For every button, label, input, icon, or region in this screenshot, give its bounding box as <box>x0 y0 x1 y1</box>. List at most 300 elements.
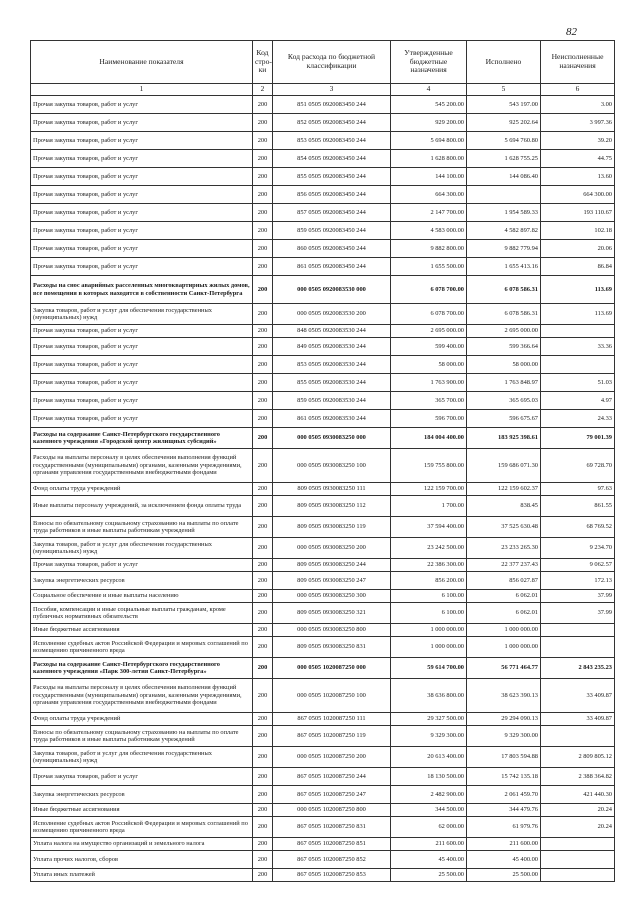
row-approved: 22 386 300.00 <box>391 559 467 572</box>
row-unexecuted <box>541 637 615 658</box>
table-row <box>31 590 615 603</box>
row-unexecuted <box>541 624 615 637</box>
table-row <box>31 517 615 538</box>
page-number: 82 <box>566 26 577 38</box>
row-name: Взносы по обязательному социальному страхованию на выплаты по оплате труда работников и иные выплаты работникам учреждений <box>31 726 253 747</box>
row-line-code: 200 <box>253 679 273 713</box>
table-row <box>31 817 615 838</box>
row-executed: 6 078 586.31 <box>467 304 541 325</box>
row-executed: 1 763 848.97 <box>467 374 541 392</box>
row-unexecuted: 20.24 <box>541 817 615 838</box>
row-unexecuted: 69 728.70 <box>541 449 615 483</box>
row-expense-code: 861 0505 0920083530 244 <box>273 410 391 428</box>
row-expense-code: 000 0505 1020087250 100 <box>273 679 391 713</box>
row-unexecuted: 9 062.57 <box>541 559 615 572</box>
row-executed: 365 695.03 <box>467 392 541 410</box>
row-executed: 25 500.00 <box>467 869 541 882</box>
row-executed: 38 623 390.13 <box>467 679 541 713</box>
row-expense-code: 856 0505 0920083450 244 <box>273 186 391 204</box>
row-approved: 9 329 300.00 <box>391 726 467 747</box>
table-row <box>31 559 615 572</box>
row-expense-code: 809 0505 0930083250 111 <box>273 483 391 496</box>
row-expense-code: 867 0505 1020087250 247 <box>273 786 391 804</box>
header-line-code: Код стро-ки <box>253 41 273 84</box>
row-executed: 6 078 586.31 <box>467 276 541 304</box>
row-line-code: 200 <box>253 838 273 851</box>
row-unexecuted: 37.99 <box>541 603 615 624</box>
row-name: Прочая закупка товаров, работ и услуг <box>31 114 253 132</box>
row-expense-code: 809 0505 0930083250 321 <box>273 603 391 624</box>
table-row <box>31 496 615 517</box>
row-executed: 5 694 760.80 <box>467 132 541 150</box>
row-executed: 61 979.76 <box>467 817 541 838</box>
row-approved: 1 628 800.00 <box>391 150 467 168</box>
row-expense-code: 852 0505 0920083450 244 <box>273 114 391 132</box>
row-name: Прочая закупка товаров, работ и услуг <box>31 204 253 222</box>
row-line-code: 200 <box>253 747 273 768</box>
row-unexecuted: 97.63 <box>541 483 615 496</box>
row-name: Прочая закупка товаров, работ и услуг <box>31 374 253 392</box>
header-unexecuted: Неисполненные назначения <box>541 41 615 84</box>
row-approved: 25 500.00 <box>391 869 467 882</box>
row-name: Фонд оплаты труда учреждений <box>31 713 253 726</box>
row-expense-code: 861 0505 0920083450 244 <box>273 258 391 276</box>
row-expense-code: 855 0505 0920083450 244 <box>273 168 391 186</box>
row-executed: 344 479.76 <box>467 804 541 817</box>
row-expense-code: 851 0505 0920083450 244 <box>273 96 391 114</box>
table-row <box>31 658 615 679</box>
table-row <box>31 325 615 338</box>
row-line-code: 200 <box>253 428 273 449</box>
row-executed: 9 882 779.94 <box>467 240 541 258</box>
row-line-code: 200 <box>253 726 273 747</box>
row-expense-code: 000 0505 0920083530 200 <box>273 304 391 325</box>
row-unexecuted: 37.99 <box>541 590 615 603</box>
table-row <box>31 374 615 392</box>
row-line-code: 200 <box>253 150 273 168</box>
row-name: Прочая закупка товаров, работ и услуг <box>31 186 253 204</box>
row-unexecuted <box>541 838 615 851</box>
row-name: Взносы по обязательному социальному страхованию на выплаты по оплате труда работников и иные выплаты работникам учреждений <box>31 517 253 538</box>
row-unexecuted: 51.03 <box>541 374 615 392</box>
row-expense-code: 000 0505 0930083250 000 <box>273 428 391 449</box>
row-approved: 29 327 500.00 <box>391 713 467 726</box>
column-number: 6 <box>541 84 615 96</box>
row-unexecuted: 193 110.67 <box>541 204 615 222</box>
row-name: Расходы на содержание Санкт-Петербургского государственного казенного учреждения «Парк 300-летия Санкт-Петербурга» <box>31 658 253 679</box>
row-unexecuted: 3.00 <box>541 96 615 114</box>
row-approved: 599 400.00 <box>391 338 467 356</box>
table-row <box>31 572 615 590</box>
table-row <box>31 624 615 637</box>
row-unexecuted: 2 843 235.23 <box>541 658 615 679</box>
table-row <box>31 304 615 325</box>
header-row <box>31 41 615 84</box>
row-name: Прочая закупка товаров, работ и услуг <box>31 410 253 428</box>
row-line-code: 200 <box>253 449 273 483</box>
row-expense-code: 855 0505 0920083530 244 <box>273 374 391 392</box>
row-line-code: 200 <box>253 538 273 559</box>
row-line-code: 200 <box>253 517 273 538</box>
row-expense-code: 857 0505 0920083450 244 <box>273 204 391 222</box>
table-row <box>31 679 615 713</box>
table-body <box>31 96 615 882</box>
row-name: Закупка товаров, работ и услуг для обеспечения государственных (муниципальных) нужд <box>31 304 253 325</box>
row-unexecuted: 172.13 <box>541 572 615 590</box>
table-row <box>31 392 615 410</box>
row-unexecuted <box>541 851 615 869</box>
row-unexecuted: 113.69 <box>541 304 615 325</box>
table-row <box>31 851 615 869</box>
row-approved: 344 500.00 <box>391 804 467 817</box>
row-approved: 59 614 700.00 <box>391 658 467 679</box>
row-unexecuted: 33 409.87 <box>541 679 615 713</box>
row-line-code: 200 <box>253 374 273 392</box>
row-approved: 18 130 500.00 <box>391 768 467 786</box>
row-expense-code: 867 0505 1020087250 119 <box>273 726 391 747</box>
row-line-code: 200 <box>253 768 273 786</box>
table-row <box>31 410 615 428</box>
row-unexecuted: 113.69 <box>541 276 615 304</box>
column-number: 2 <box>253 84 273 96</box>
table-row <box>31 603 615 624</box>
row-unexecuted <box>541 726 615 747</box>
table-row <box>31 838 615 851</box>
table-row <box>31 449 615 483</box>
row-unexecuted: 68 769.52 <box>541 517 615 538</box>
row-line-code: 200 <box>253 713 273 726</box>
table-row <box>31 186 615 204</box>
row-line-code: 200 <box>253 325 273 338</box>
row-unexecuted: 2 388 364.82 <box>541 768 615 786</box>
row-unexecuted: 20.06 <box>541 240 615 258</box>
row-name: Прочая закупка товаров, работ и услуг <box>31 258 253 276</box>
row-expense-code: 867 0505 1020087250 853 <box>273 869 391 882</box>
row-expense-code: 867 0505 1020087250 244 <box>273 768 391 786</box>
row-name: Уплата прочих налогов, сборов <box>31 851 253 869</box>
column-number-row <box>31 84 615 96</box>
row-line-code: 200 <box>253 132 273 150</box>
table-row <box>31 869 615 882</box>
row-name: Иные выплаты персоналу учреждений, за исключением фонда оплаты труда <box>31 496 253 517</box>
row-name: Прочая закупка товаров, работ и услуг <box>31 168 253 186</box>
row-expense-code: 867 0505 1020087250 831 <box>273 817 391 838</box>
row-executed: 6 062.01 <box>467 603 541 624</box>
row-executed: 23 233 265.30 <box>467 538 541 559</box>
row-executed: 29 294 090.13 <box>467 713 541 726</box>
row-unexecuted <box>541 356 615 374</box>
row-name: Расходы на выплаты персоналу в целях обеспечения выполнения функций государственными (муниципальными) органами, казенными учреждениями, органами управления государственными внебюджетными фондами <box>31 449 253 483</box>
table-row <box>31 538 615 559</box>
row-unexecuted: 13.60 <box>541 168 615 186</box>
budget-execution-table <box>30 40 615 882</box>
row-line-code: 200 <box>253 559 273 572</box>
row-approved: 2 482 900.00 <box>391 786 467 804</box>
row-line-code: 200 <box>253 392 273 410</box>
row-line-code: 200 <box>253 222 273 240</box>
row-executed: 9 329 300.00 <box>467 726 541 747</box>
table-row <box>31 240 615 258</box>
row-approved: 1 000 000.00 <box>391 637 467 658</box>
row-unexecuted: 3 997.36 <box>541 114 615 132</box>
table-row <box>31 114 615 132</box>
row-executed <box>467 186 541 204</box>
row-approved: 58 000.00 <box>391 356 467 374</box>
row-expense-code: 000 0505 0930083250 200 <box>273 538 391 559</box>
column-number: 1 <box>31 84 253 96</box>
row-approved: 62 000.00 <box>391 817 467 838</box>
table-row <box>31 713 615 726</box>
row-approved: 2 147 700.00 <box>391 204 467 222</box>
row-approved: 4 583 000.00 <box>391 222 467 240</box>
row-unexecuted: 33.36 <box>541 338 615 356</box>
row-executed: 1 000 000.00 <box>467 624 541 637</box>
row-approved: 211 600.00 <box>391 838 467 851</box>
row-expense-code: 867 0505 1020087250 851 <box>273 838 391 851</box>
row-line-code: 200 <box>253 168 273 186</box>
row-approved: 856 200.00 <box>391 572 467 590</box>
table-row <box>31 356 615 374</box>
row-expense-code: 000 0505 1020087250 200 <box>273 747 391 768</box>
row-approved: 6 078 700.00 <box>391 304 467 325</box>
row-name: Расходы на содержание Санкт-Петербургского государственного казенного учреждения «Городской центр жилищных субсидий» <box>31 428 253 449</box>
row-executed: 45 400.00 <box>467 851 541 869</box>
row-executed: 144 086.40 <box>467 168 541 186</box>
row-line-code: 200 <box>253 258 273 276</box>
row-approved: 38 636 800.00 <box>391 679 467 713</box>
row-name: Иные бюджетные ассигнования <box>31 624 253 637</box>
row-unexecuted: 2 809 805.12 <box>541 747 615 768</box>
row-expense-code: 853 0505 0920083450 244 <box>273 132 391 150</box>
header-expense-code: Код расхода по бюджетной классификации <box>273 41 391 84</box>
row-line-code: 200 <box>253 869 273 882</box>
row-executed: 1 628 755.25 <box>467 150 541 168</box>
row-expense-code: 000 0505 1020087250 800 <box>273 804 391 817</box>
row-approved: 664 300.00 <box>391 186 467 204</box>
row-unexecuted: 421 440.30 <box>541 786 615 804</box>
column-number: 3 <box>273 84 391 96</box>
row-executed: 838.45 <box>467 496 541 517</box>
row-executed: 159 686 071.30 <box>467 449 541 483</box>
row-line-code: 200 <box>253 96 273 114</box>
row-line-code: 200 <box>253 786 273 804</box>
row-line-code: 200 <box>253 590 273 603</box>
row-unexecuted: 861.55 <box>541 496 615 517</box>
table-row <box>31 637 615 658</box>
row-name: Прочая закупка товаров, работ и услуг <box>31 559 253 572</box>
row-line-code: 200 <box>253 603 273 624</box>
header-executed: Исполнено <box>467 41 541 84</box>
row-line-code: 200 <box>253 804 273 817</box>
table-row <box>31 96 615 114</box>
row-line-code: 200 <box>253 276 273 304</box>
table-row <box>31 786 615 804</box>
row-approved: 1 763 900.00 <box>391 374 467 392</box>
table-row <box>31 276 615 304</box>
row-name: Закупка энергетических ресурсов <box>31 572 253 590</box>
row-approved: 45 400.00 <box>391 851 467 869</box>
row-approved: 6 100.00 <box>391 603 467 624</box>
row-executed: 856 027.87 <box>467 572 541 590</box>
row-expense-code: 000 0505 0930083250 100 <box>273 449 391 483</box>
row-unexecuted: 9 234.70 <box>541 538 615 559</box>
row-name: Прочая закупка товаров, работ и услуг <box>31 338 253 356</box>
row-expense-code: 867 0505 1020087250 111 <box>273 713 391 726</box>
row-expense-code: 859 0505 0920083530 244 <box>273 392 391 410</box>
row-approved: 159 755 800.00 <box>391 449 467 483</box>
row-approved: 37 594 400.00 <box>391 517 467 538</box>
table-row <box>31 258 615 276</box>
row-expense-code: 000 0505 0930083250 800 <box>273 624 391 637</box>
row-expense-code: 000 0505 0920083530 000 <box>273 276 391 304</box>
row-approved: 20 613 400.00 <box>391 747 467 768</box>
row-line-code: 200 <box>253 572 273 590</box>
table-row <box>31 150 615 168</box>
column-number: 4 <box>391 84 467 96</box>
header-name: Наименование показателя <box>31 41 253 84</box>
row-unexecuted: 102.18 <box>541 222 615 240</box>
row-name: Прочая закупка товаров, работ и услуг <box>31 325 253 338</box>
table-row <box>31 168 615 186</box>
row-name: Прочая закупка товаров, работ и услуг <box>31 392 253 410</box>
column-number: 5 <box>467 84 541 96</box>
row-approved: 1 700.00 <box>391 496 467 517</box>
row-executed: 122 159 602.37 <box>467 483 541 496</box>
row-name: Исполнение судебных актов Российской Федерации и мировых соглашений по возмещению причиненного вреда <box>31 637 253 658</box>
row-name: Прочая закупка товаров, работ и услуг <box>31 132 253 150</box>
row-line-code: 200 <box>253 624 273 637</box>
row-executed: 1 000 000.00 <box>467 637 541 658</box>
row-expense-code: 848 0505 0920083530 244 <box>273 325 391 338</box>
row-approved: 365 700.00 <box>391 392 467 410</box>
row-line-code: 200 <box>253 851 273 869</box>
row-executed: 4 582 897.82 <box>467 222 541 240</box>
table-row <box>31 726 615 747</box>
header-approved: Утвержденные бюджетные назначения <box>391 41 467 84</box>
table-row <box>31 338 615 356</box>
table-row <box>31 132 615 150</box>
row-executed: 17 803 594.88 <box>467 747 541 768</box>
row-expense-code: 809 0505 0930083250 244 <box>273 559 391 572</box>
row-name: Прочая закупка товаров, работ и услуг <box>31 768 253 786</box>
row-executed: 56 771 464.77 <box>467 658 541 679</box>
row-executed: 1 655 413.16 <box>467 258 541 276</box>
row-unexecuted <box>541 325 615 338</box>
row-name: Фонд оплаты труда учреждений <box>31 483 253 496</box>
row-name: Прочая закупка товаров, работ и услуг <box>31 240 253 258</box>
row-executed: 1 954 589.33 <box>467 204 541 222</box>
row-executed: 211 600.00 <box>467 838 541 851</box>
row-name: Прочая закупка товаров, работ и услуг <box>31 150 253 168</box>
row-executed: 599 366.64 <box>467 338 541 356</box>
row-approved: 144 100.00 <box>391 168 467 186</box>
row-expense-code: 860 0505 0920083450 244 <box>273 240 391 258</box>
row-approved: 184 004 400.00 <box>391 428 467 449</box>
row-line-code: 200 <box>253 204 273 222</box>
table-row <box>31 483 615 496</box>
row-expense-code: 859 0505 0920083450 244 <box>273 222 391 240</box>
row-name: Социальное обеспечение и иные выплаты населению <box>31 590 253 603</box>
row-executed: 22 377 237.43 <box>467 559 541 572</box>
row-unexecuted: 33 409.87 <box>541 713 615 726</box>
row-name: Закупка энергетических ресурсов <box>31 786 253 804</box>
row-executed: 925 202.64 <box>467 114 541 132</box>
row-expense-code: 000 0505 0930083250 300 <box>273 590 391 603</box>
row-unexecuted: 79 001.39 <box>541 428 615 449</box>
table-row <box>31 204 615 222</box>
row-name: Уплата налога на имущество организаций и земельного налога <box>31 838 253 851</box>
row-unexecuted <box>541 869 615 882</box>
row-unexecuted: 24.33 <box>541 410 615 428</box>
row-expense-code: 849 0505 0920083530 244 <box>273 338 391 356</box>
row-line-code: 200 <box>253 817 273 838</box>
row-line-code: 200 <box>253 114 273 132</box>
row-line-code: 200 <box>253 410 273 428</box>
row-unexecuted: 20.24 <box>541 804 615 817</box>
row-name: Пособия, компенсации и иные социальные выплаты гражданам, кроме публичных нормативных обязательств <box>31 603 253 624</box>
row-approved: 9 882 800.00 <box>391 240 467 258</box>
row-executed: 2 695 000.00 <box>467 325 541 338</box>
row-line-code: 200 <box>253 356 273 374</box>
row-executed: 15 742 135.18 <box>467 768 541 786</box>
row-name: Закупка товаров, работ и услуг для обеспечения государственных (муниципальных) нужд <box>31 747 253 768</box>
row-unexecuted: 664 300.00 <box>541 186 615 204</box>
row-line-code: 200 <box>253 338 273 356</box>
row-approved: 5 694 800.00 <box>391 132 467 150</box>
row-name: Исполнение судебных актов Российской Федерации и мировых соглашений по возмещению причиненного вреда <box>31 817 253 838</box>
row-expense-code: 867 0505 1020087250 852 <box>273 851 391 869</box>
row-unexecuted: 4.97 <box>541 392 615 410</box>
row-expense-code: 809 0505 0930083250 831 <box>273 637 391 658</box>
row-executed: 58 000.00 <box>467 356 541 374</box>
row-line-code: 200 <box>253 240 273 258</box>
row-approved: 545 200.00 <box>391 96 467 114</box>
row-executed: 37 525 630.48 <box>467 517 541 538</box>
row-name: Расходы на снос аварийных расселенных многоквартирных жилых домов, все помещения в которых находятся в собственности Санкт-Петербурга <box>31 276 253 304</box>
row-approved: 122 159 700.00 <box>391 483 467 496</box>
table-row <box>31 222 615 240</box>
row-executed: 183 925 398.61 <box>467 428 541 449</box>
row-approved: 23 242 500.00 <box>391 538 467 559</box>
row-line-code: 200 <box>253 186 273 204</box>
row-expense-code: 853 0505 0920083530 244 <box>273 356 391 374</box>
row-approved: 6 078 700.00 <box>391 276 467 304</box>
row-executed: 596 675.67 <box>467 410 541 428</box>
row-line-code: 200 <box>253 496 273 517</box>
row-line-code: 200 <box>253 304 273 325</box>
row-expense-code: 854 0505 0920083450 244 <box>273 150 391 168</box>
row-unexecuted: 86.84 <box>541 258 615 276</box>
row-line-code: 200 <box>253 483 273 496</box>
table-row <box>31 428 615 449</box>
row-name: Уплата иных платежей <box>31 869 253 882</box>
row-approved: 1 655 500.00 <box>391 258 467 276</box>
table-row <box>31 747 615 768</box>
row-name: Иные бюджетные ассигнования <box>31 804 253 817</box>
row-executed: 6 062.01 <box>467 590 541 603</box>
table-row <box>31 768 615 786</box>
row-line-code: 200 <box>253 658 273 679</box>
row-unexecuted: 39.20 <box>541 132 615 150</box>
row-unexecuted: 44.75 <box>541 150 615 168</box>
row-line-code: 200 <box>253 637 273 658</box>
row-executed: 543 197.00 <box>467 96 541 114</box>
row-name: Закупка товаров, работ и услуг для обеспечения государственных (муниципальных) нужд <box>31 538 253 559</box>
row-name: Прочая закупка товаров, работ и услуг <box>31 96 253 114</box>
row-approved: 6 100.00 <box>391 590 467 603</box>
row-name: Прочая закупка товаров, работ и услуг <box>31 222 253 240</box>
row-expense-code: 809 0505 0930083250 119 <box>273 517 391 538</box>
